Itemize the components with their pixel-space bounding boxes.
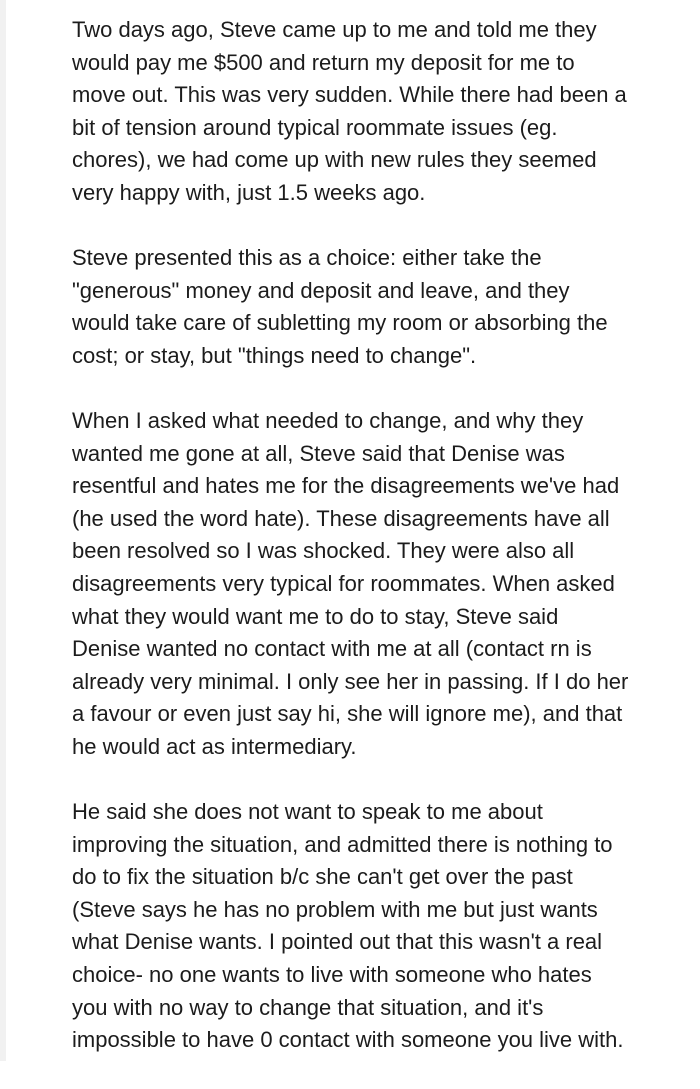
text-line: very happy with, just 1.5 weeks ago.: [72, 179, 426, 205]
text-line: you with no way to change that situation, and it's: [72, 994, 544, 1020]
text-line: When I asked what needed to change, and why they: [72, 407, 584, 433]
text-line: "generous" money and deposit and leave, and they: [72, 277, 570, 303]
text-line: would pay me $500 and return my deposit for me to: [72, 49, 575, 75]
text-line: already very minimal. I only see her in passing. If I do her: [72, 668, 629, 694]
text-line: resentful and hates me for the disagreements we've had: [72, 473, 620, 499]
text-line: would take care of subletting my room or absorbing the: [72, 310, 608, 336]
text-line: what they would want me to do to stay, Steve said: [72, 603, 559, 629]
paragraph-3: [72, 405, 694, 764]
text-line: chores), we had come up with new rules they seemed: [72, 147, 597, 173]
text-line: what Denise wants. I pointed out that this wasn't a real: [72, 929, 603, 955]
text-line: (Steve says he has no problem with me but just wants: [72, 896, 598, 922]
text-line: Two days ago, Steve came up to me and told me they: [72, 17, 597, 42]
text-line: wanted me gone at all, Steve said that Denise was: [72, 440, 565, 466]
text-line: Denise wanted no contact with me at all (contact rn is: [72, 636, 592, 662]
text-line: choice- no one wants to live with someone who hates: [72, 961, 592, 987]
text-line: improving the situation, and admitted there is nothing to: [72, 831, 613, 857]
paragraph-1: [72, 14, 694, 210]
text-line: move out. This was very sudden. While there had been a: [72, 82, 627, 108]
text-line: been resolved so I was shocked. They were also all: [72, 538, 575, 564]
text-line: disagreements very typical for roommates. When asked: [72, 570, 615, 596]
text-line: He said she does not want to speak to me about: [72, 798, 543, 824]
text-line: cost; or stay, but "things need to change".: [72, 342, 477, 368]
paragraph-2: [72, 242, 694, 372]
post-body: [72, 14, 694, 1089]
paragraph-4: [72, 796, 694, 1057]
text-line: he would act as intermediary.: [72, 733, 357, 759]
text-line: Steve presented this as a choice: either take the: [72, 245, 542, 271]
left-edge-strip: [0, 0, 6, 1061]
text-line: impossible to have 0 contact with someone you live with.: [72, 1027, 624, 1053]
text-line: bit of tension around typical roommate issues (eg.: [72, 114, 558, 140]
text-line: do to fix the situation b/c she can't get over the past: [72, 864, 573, 890]
text-line: (he used the word hate). These disagreements have all: [72, 505, 610, 531]
text-line: a favour or even just say hi, she will ignore me), and that: [72, 701, 623, 727]
